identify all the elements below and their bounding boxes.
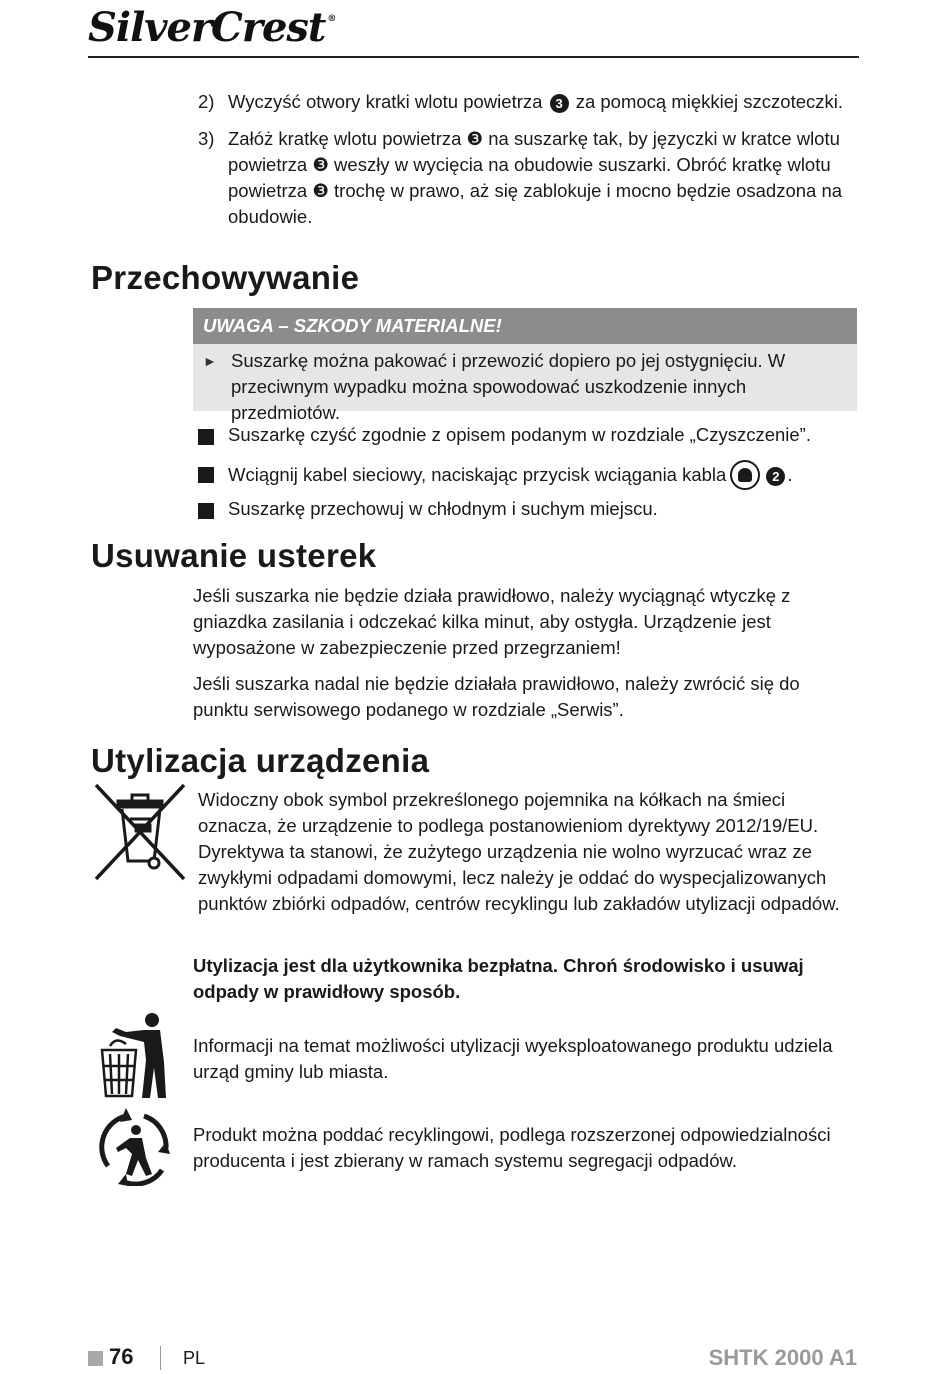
- footer-divider: [160, 1346, 161, 1370]
- warning-title: UWAGA – SZKODY MATERIALNE!: [193, 308, 857, 344]
- step-number: 2): [198, 91, 215, 112]
- list-item-text-part: .: [787, 464, 793, 485]
- list-item: [198, 422, 868, 448]
- paragraph: Jeśli suszarka nie będzie działa prawidłowo, należy wyciągnąć wtyczkę z gniazdka zasilania i odczekać kilka minut, aby ostygła. Urządzenie jest wyposażone w zabezpieczenie przed przegrzaniem!: [193, 585, 791, 658]
- warning-text: Suszarkę można pakować i przewozić dopiero po jej ostygnięciu. W przeciwnym wypadku można spowodować uszkodzenie innych przedmiotów.: [231, 350, 786, 423]
- bold-paragraph: Utylizacja jest dla użytkownika bezpłatna. Chroń środowisko i usuwaj odpady w prawidłowy sposób.: [193, 955, 804, 1002]
- language-code: PL: [183, 1348, 206, 1368]
- step-text-part: Wyczyść otwory kratki wlotu powietrza: [228, 91, 548, 112]
- step-number: 3): [198, 128, 215, 149]
- step-text: Załóż kratkę wlotu powietrza ❸ na suszarkę tak, by języczki w kratce wlotu powietrza ❸ weszły w wycięcia na obudowie suszarki. Obróć kratkę wlotu powietrza ❸ trochę w prawo, aż się zablokuje i mocno będzie osadzona na obudowie.: [228, 128, 843, 227]
- list-item: [198, 496, 868, 522]
- step-text: [228, 89, 868, 115]
- section-title-storage: Przechowywanie: [91, 259, 360, 296]
- paragraph: Widoczny obok symbol przekreślonego pojemnika na kółkach na śmieci oznacza, że urządzenie to podlega postanowieniom dyrektywy 2012/19/EU. Dyrektywa ta stanowi, że zużytego urządzenia nie wolno wyrzucać wraz ze zwykłymi odpadami domowymi, lecz należy je oddać do wyspecjalizowanych punktów zbiórki odpadów, centrów recyklingu lub zakładów utylizacji odpadów.: [198, 789, 840, 914]
- section-title-troubleshooting: Usuwanie usterek: [91, 537, 377, 574]
- list-item-text-part: Wciągnij kabel sieciowy, naciskając przycisk wciągania kabla: [228, 464, 727, 485]
- step-3: [198, 126, 868, 230]
- paragraph: Produkt można poddać recyklingowi, podlega rozszerzonej odpowiedzialności producenta i jest zbierany w ramach systemu segregacji odpadów.: [193, 1124, 831, 1171]
- list-item: [198, 460, 868, 490]
- list-item-text: Suszarkę przechowuj w chłodnym i suchym miejscu.: [228, 498, 658, 519]
- step-text-part: za pomocą miękkiej szczoteczki.: [570, 91, 844, 112]
- bullet-square-icon: [198, 429, 214, 445]
- page-number: 76: [109, 1344, 134, 1369]
- person-bin-icon: [96, 1010, 176, 1100]
- brand-name: SilverCrest: [88, 4, 326, 51]
- header-rule: [88, 56, 859, 58]
- registered-mark: ®: [327, 14, 336, 24]
- arrow-icon: ►: [203, 353, 217, 369]
- bullet-square-icon: [198, 503, 214, 519]
- list-item-text: [228, 460, 868, 490]
- step-2: [198, 89, 868, 115]
- paragraph: Jeśli suszarka nadal nie będzie działała prawidłowo, należy zwrócić się do punktu serwisowego podanego w rozdziale „Serwis”.: [193, 673, 800, 720]
- bullet-square-icon: [198, 467, 214, 483]
- ref-number-badge: 2: [766, 467, 785, 486]
- brand-logo: [88, 4, 335, 51]
- paragraph: Informacji na temat możliwości utylizacji wyeksploatowanego produktu udziela urząd gminy lub miasta.: [193, 1035, 833, 1082]
- section-title-disposal: Utylizacja urządzenia: [91, 742, 430, 779]
- cable-rewind-icon: [730, 460, 760, 490]
- list-item-text: Suszarkę czyść zgodnie z opisem podanym w rozdziale „Czyszczenie”.: [228, 424, 811, 445]
- crossed-bin-icon: [92, 783, 190, 883]
- recycle-icon: [96, 1108, 174, 1186]
- model-name: SHTK 2000 A1: [708, 1345, 857, 1370]
- warning-box: [193, 308, 857, 423]
- footer-square-icon: [88, 1351, 103, 1366]
- ref-number-badge: 3: [550, 94, 569, 113]
